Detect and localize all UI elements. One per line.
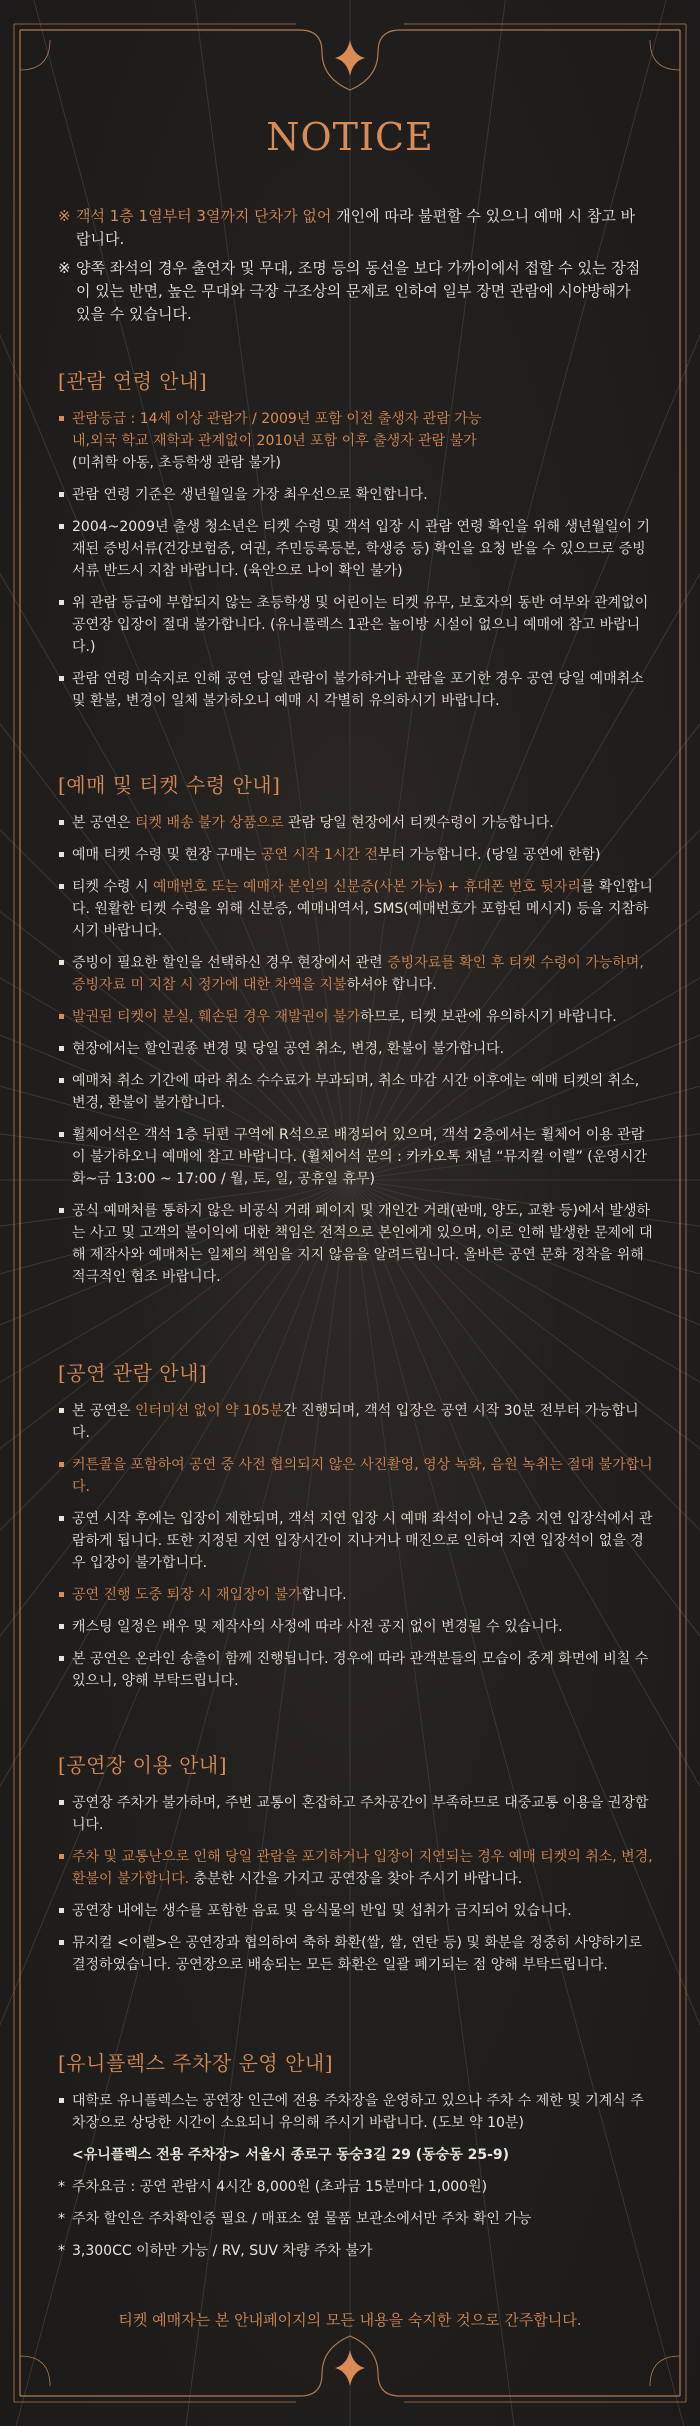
age-grade-line3: (미취학 아동, 초등학생 관람 불가) — [72, 455, 281, 471]
list-item — [58, 1400, 654, 1444]
list-item: 2004~2009년 출생 청소년은 티켓 수령 및 객석 입장 시 관람 연령 확인을 위해 생년월일이 기재된 증빙서류(건강보험증, 여권, 주민등록등본, 학생증 등) 확인을 요청 받을 수 있으므로 증빙서류 반드시 지참 바랍니다. (육안으로 나이 확인 불가) — [58, 516, 654, 582]
list-item: 본 공연은 온라인 송출이 함께 진행됩니다. 경우에 따라 관객분들의 모습이 중계 화면에 비칠 수 있으니, 양해 부탁드립니다. — [58, 1648, 654, 1692]
list-item: 휠체어석은 객석 1층 뒤편 구역에 R석으로 배정되어 있으며, 객석 2층에서는 휠체어 이용 관람이 불가하오니 예매에 참고 바랍니다. (휠체어석 문의 : 카카오톡 채널 “뮤지컬 이렐” (운영시간 화~금 13:00 ~ 17:00 / 월, 토, 일, 공휴일 휴무) — [58, 1124, 654, 1190]
section-title: [공연장 이용 안내] — [58, 1753, 228, 1777]
note-marker: * — [58, 2243, 65, 2259]
note-text: 양쪽 좌석의 경우 출연자 및 무대, 조명 등의 동선을 보다 가까이에서 접할 수 있는 장점이 있는 반면, 높은 무대와 극장 구조상의 문제로 인하여 일부 장면 관람에 시야방해가 있을 수 있습니다. — [76, 259, 641, 323]
text: 티켓 수령 시 — [72, 879, 153, 895]
list-item: 대학로 유니플렉스는 공연장 인근에 전용 주차장을 운영하고 있으나 주차 수 제한 및 기계식 주차장으로 상당한 시간이 소요되니 유의해 주시기 바랍니다. (도보 약 10분) — [58, 2090, 654, 2134]
list-item: 캐스팅 일정은 배우 및 제작사의 사정에 따라 사전 공지 없이 변경될 수 있습니다. — [58, 1616, 654, 1638]
text: 간 진행되며, 객석 입장은 공연 시작 30분 전부터 가능합니다. — [72, 1403, 639, 1441]
text: 본 공연은 — [72, 1403, 135, 1419]
section-title: [관람 연령 안내] — [58, 369, 208, 393]
age-grade-line2: 내,외국 학교 재학과 관계없이 2010년 포함 이후 출생자 관람 불가 — [72, 433, 477, 449]
parking-note — [58, 2176, 654, 2198]
text: 예매 티켓 수령 및 현장 구매는 — [72, 847, 261, 863]
list-item — [58, 952, 654, 996]
note-marker: * — [58, 2179, 65, 2195]
text: 본 공연은 — [72, 815, 135, 831]
note-step-seats — [58, 205, 648, 251]
text: 증빙이 필요한 할인을 선택하신 경우 현장에서 관련 — [72, 955, 388, 971]
section-title: [유니플렉스 주차장 운영 안내] — [58, 2051, 334, 2075]
section-age — [58, 368, 654, 722]
note-text: 주차 할인은 주차확인증 필요 / 매표소 옆 물품 보관소에서만 주차 확인 가능 — [72, 2211, 532, 2227]
text: 관람 당일 현장에서 티켓수령이 가능합니다. — [283, 815, 554, 831]
note-highlight: 객석 1층 1열부터 3열까지 단차가 없어 — [76, 207, 332, 225]
text: 부터 가능합니다. (당일 공연에 한함) — [377, 847, 601, 863]
list-item: 뮤지컬 <이렐>은 공연장과 협의하여 축하 화환(쌀, 쌀, 연탄 등) 및 화분을 정중히 사양하기로 결정하였습니다. 공연장으로 배송되는 모든 화환은 일괄 폐기되는 점 양해 부탁드립니다. — [58, 1932, 654, 1976]
list-item — [58, 1846, 654, 1890]
list-item: 위 관람 등급에 부합되지 않는 초등학생 및 어린이는 티켓 유무, 보호자의 동반 여부와 관계없이 공연장 입장이 절대 불가합니다. (유니플렉스 1관은 놀이방 시설이 없으니 예매에 참고 바랍니다.) — [58, 592, 654, 658]
four-point-star-icon — [335, 40, 365, 76]
highlight-text: 티켓 배송 불가 상품으로 — [135, 815, 284, 831]
highlight-text: 공연 진행 도중 퇴장 시 재입장이 불가 — [72, 1587, 302, 1603]
section-title: [예매 및 티켓 수령 안내] — [58, 773, 281, 797]
highlight-text: 발권된 티켓이 분실, 훼손된 경우 재발권이 불가 — [72, 1009, 361, 1025]
note-marker: ※ — [58, 259, 71, 277]
text: 합니다. — [301, 1587, 347, 1603]
parking-note — [58, 2240, 654, 2262]
list-item: 현장에서는 할인권종 변경 및 당일 공연 취소, 변경, 환불이 불가합니다. — [58, 1038, 654, 1060]
parking-note — [58, 2208, 654, 2230]
page-title: NOTICE — [266, 115, 434, 159]
highlight-text: 주차 및 교통난으로 인해 당일 관람을 포기하거나 입장이 지연되는 경우 예매 티켓의 취소, 변경, 환불이 불가합니다. — [72, 1849, 653, 1887]
age-grade-item — [58, 408, 654, 474]
list-item — [58, 1584, 654, 1606]
highlight-text: 증빙자료를 확인 후 티켓 수령이 가능하며, 증빙자료 미 지참 시 정가에 대한 차액을 지불 — [72, 955, 644, 993]
list-item: 관람 연령 기준은 생년월일을 가장 최우선으로 확인합니다. — [58, 484, 654, 506]
note-text: 개인에 따라 불편할 수 있으니 예매 시 참고 바랍니다. — [76, 207, 636, 248]
top-notes — [58, 205, 648, 332]
note-marker: * — [58, 2211, 65, 2227]
note-marker: ※ — [58, 207, 71, 225]
text: 하므로, 티켓 보관에 유의하시기 바랍니다. — [360, 1009, 617, 1025]
highlight-text: 예매번호 또는 예매자 본인의 신분증(사본 가능) + 휴대폰 번호 뒷자리 — [152, 879, 581, 895]
highlight-text: 공연 시작 1시간 전 — [261, 847, 378, 863]
section-title: [공연 관람 안내] — [58, 1361, 208, 1385]
note-side-seats — [58, 257, 648, 326]
note-text: 주차요금 : 공연 관람시 4시간 8,000원 (초과금 15분마다 1,000원) — [72, 2179, 488, 2195]
list-item — [58, 1006, 654, 1028]
list-item: 관람 연령 미숙지로 인해 공연 당일 관람이 불가하거나 관람을 포기한 경우 공연 당일 예매취소 및 환불, 변경이 일체 불가하오니 예매 시 각별히 유의하시기 바랍니다. — [58, 668, 654, 712]
list-item — [58, 812, 654, 834]
note-text: 3,300CC 이하만 가능 / RV, SUV 차량 주차 불가 — [72, 2243, 373, 2259]
four-point-star-icon — [335, 2350, 365, 2386]
text: 를 확인합니다. 원활한 티켓 수령을 위해 신분증, 예매내역서, SMS(예매번호가 포함된 메시지) 등을 지참하시기 바랍니다. — [72, 879, 653, 939]
footer-note: 티켓 예매자는 본 안내페이지의 모든 내용을 숙지한 것으로 간주합니다. — [118, 2311, 582, 2329]
list-item — [58, 876, 654, 942]
list-item: 커튼콜을 포함하여 공연 중 사전 협의되지 않은 사진촬영, 영상 녹화, 음원 녹취는 절대 불가합니다. — [58, 1454, 654, 1498]
section-show — [58, 1360, 654, 1702]
list-item — [58, 844, 654, 866]
list-item: 공식 예매처를 통하지 않은 비공식 거래 페이지 및 개인간 거래(판매, 양도, 교환 등)에서 발생하는 사고 및 고객의 불이익에 대한 책임은 전적으로 본인에게 있으며, 이로 인해 발생한 문제에 대해 제작사와 예매처는 일체의 책임을 지지 않음을 알려드립니다. 올바른 공연 문화 정착을 위해 적극적인 협조 바랍니다. — [58, 1200, 654, 1288]
list-item: 공연장 주차가 불가하며, 주변 교통이 혼잡하고 주차공간이 부족하므로 대중교통 이용을 권장합니다. — [58, 1792, 654, 1836]
text: 충분한 시간을 가지고 공연장을 찾아 주시기 바랍니다. — [189, 1871, 523, 1887]
list-item: 공연 시작 후에는 입장이 제한되며, 객석 지연 입장 시 예매 좌석이 아닌 2층 지연 입장석에서 관람하게 됩니다. 또한 지정된 지연 입장시간이 지나거나 매진으로 인하여 지연 입장석이 없을 경우 입장이 불가합니다. — [58, 1508, 654, 1574]
age-grade: 관람등급 : 14세 이상 관람가 / 2009년 포함 이전 출생자 관람 가능 — [72, 411, 482, 427]
list-item: 예매처 취소 기간에 따라 취소 수수료가 부과되며, 취소 마감 시간 이후에는 예매 티켓의 취소, 변경, 환불이 불가합니다. — [58, 1070, 654, 1114]
section-parking — [58, 2050, 654, 2272]
section-venue — [58, 1752, 654, 1986]
parking-address: <유니플렉스 전용 주차장> 서울시 종로구 동숭3길 29 (동숭동 25-9) — [72, 2147, 510, 2163]
list-item: 공연장 내에는 생수를 포함한 음료 및 음식물의 반입 및 섭취가 금지되어 있습니다. — [58, 1900, 654, 1922]
highlight-text: 인터미션 없이 약 105분 — [135, 1403, 284, 1419]
text: 하셔야 합니다. — [346, 977, 437, 993]
section-ticket — [58, 772, 654, 1298]
